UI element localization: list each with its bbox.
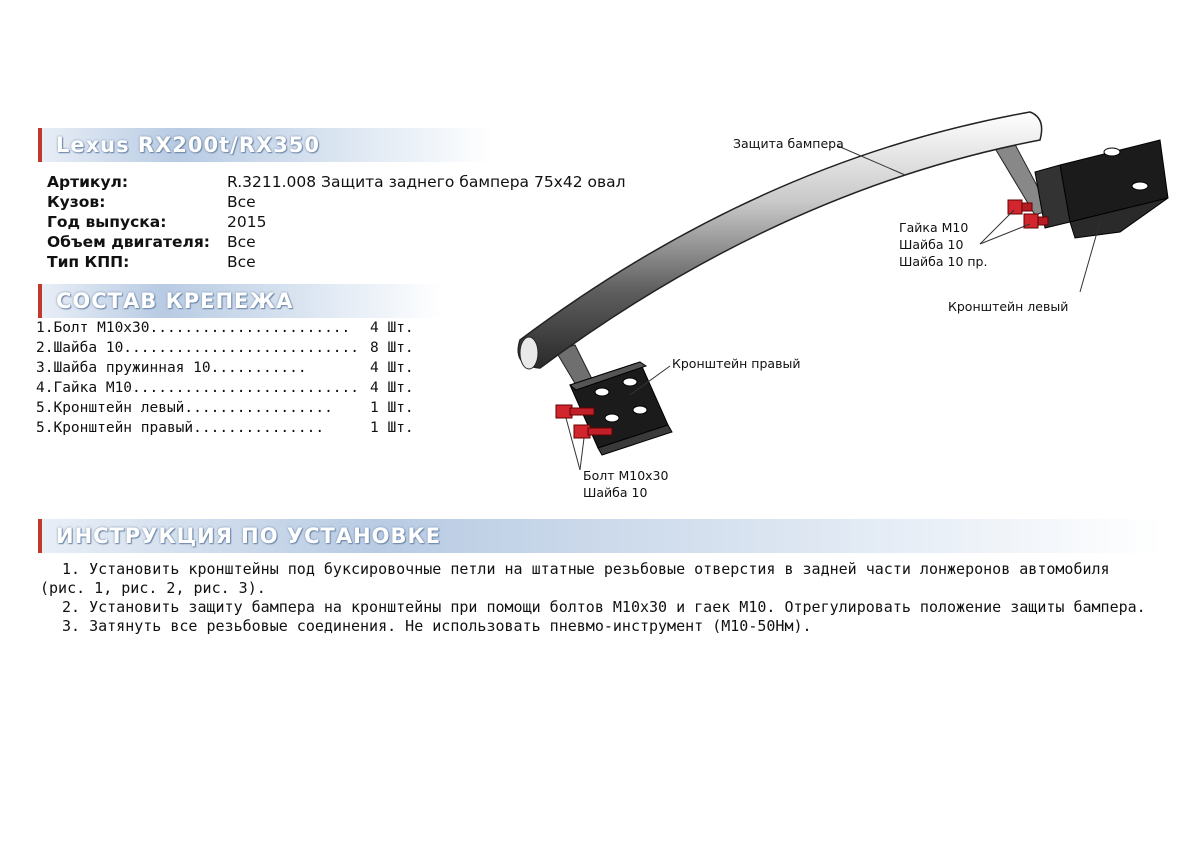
label-left-bracket: Кронштейн левый (948, 299, 1069, 314)
part-name: 4.Гайка М10.......................... (36, 380, 360, 396)
instructions-title: ИНСТРУКЦИЯ ПО УСТАНОВКЕ (56, 524, 442, 548)
spec-value: 2015 (227, 213, 267, 231)
part-qty: 8 Шт. (370, 340, 414, 356)
label-bumper: Защита бампера (733, 136, 844, 151)
part-qty: 1 Шт. (370, 400, 414, 416)
part-qty: 4 Шт. (370, 360, 414, 376)
instructions-band (38, 519, 1162, 553)
spec-label: Кузов: (47, 193, 106, 211)
fasteners-title: СОСТАВ КРЕПЕЖА (56, 289, 294, 313)
label-washer-2: Шайба 10 (583, 485, 648, 500)
instruction-step: 2. Установить защиту бампера на кронштейны при помощи болтов М10х30 и гаек М10. Отрегулировать положение защиты бампера. (62, 598, 1146, 616)
instruction-step: 1. Установить кронштейны под буксировочные петли на штатные резьбовые отверстия в задней части лонжеронов автомобиля (рис. 1, рис. 2, рис. 3). (40, 560, 1110, 597)
spec-label: Объем двигателя: (47, 233, 210, 251)
instruction-step: 3. Затянуть все резьбовые соединения. Не использовать пневмо-инструмент (М10-50Нм). (62, 617, 812, 635)
tube-end-cap (520, 337, 538, 369)
spec-label: Тип КПП: (47, 253, 130, 271)
part-name: 5.Кронштейн левый................. (36, 400, 333, 416)
left-bracket (1035, 140, 1168, 238)
instructions-text (40, 560, 1160, 636)
part-name: 1.Болт М10х30....................... (36, 320, 351, 336)
part-name: 2.Шайба 10........................... (36, 340, 360, 356)
label-spring-washer: Шайба 10 пр. (899, 254, 988, 269)
spec-value: R.3211.008 Защита заднего бампера 75х42 овал (227, 173, 626, 191)
spec-label: Год выпуска: (47, 213, 167, 231)
product-title: Lexus RX200t/RX350 (56, 133, 321, 157)
part-qty: 4 Шт. (370, 380, 414, 396)
spec-label: Артикул: (47, 173, 129, 191)
part-qty: 1 Шт. (370, 420, 414, 436)
spec-value: Все (227, 233, 256, 251)
spec-value: Все (227, 193, 256, 211)
label-washer: Шайба 10 (899, 237, 964, 252)
label-nut: Гайка М10 (899, 220, 969, 235)
part-name: 5.Кронштейн правый............... (36, 420, 325, 436)
label-bolt: Болт М10х30 (583, 468, 669, 483)
part-qty: 4 Шт. (370, 320, 414, 336)
part-name: 3.Шайба пружинная 10........... (36, 360, 307, 376)
label-right-bracket: Кронштейн правый (672, 356, 801, 371)
spec-value: Все (227, 253, 256, 271)
